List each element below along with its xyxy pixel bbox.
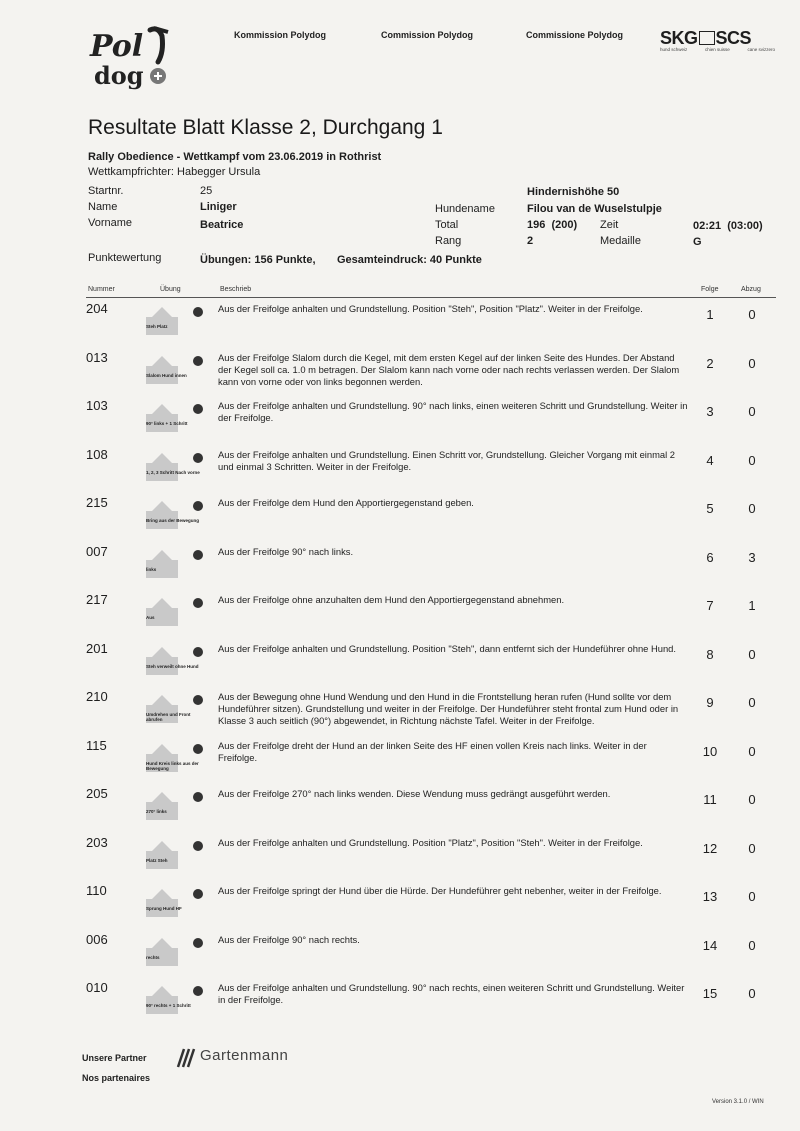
scs-logo-text: SCS xyxy=(715,28,752,48)
table-row xyxy=(0,592,800,642)
punktewertung-label: Punktewertung xyxy=(88,252,162,264)
sign-caption: 90° rechts + 1 Schritt xyxy=(146,1003,191,1008)
medaille-label: Medaille xyxy=(600,235,641,247)
skg-logo-text: SKG xyxy=(660,28,698,48)
exercise-abzug: 0 xyxy=(748,792,756,807)
exercise-number: 006 xyxy=(86,932,108,947)
table-row xyxy=(0,398,800,448)
sign-caption: Steh Platz xyxy=(146,324,168,329)
rang-label: Rang xyxy=(435,235,462,247)
uebungen-points: Übungen: 156 Punkte, xyxy=(200,254,316,266)
zeit-value: 02:21 (03:00) xyxy=(693,220,763,232)
exercise-description: Aus der Freifolge 270° nach links wenden. Diese Wendung muss gedrängt ausgeführt werden. xyxy=(218,788,611,799)
gartenmann-text: Gartenmann xyxy=(200,1047,289,1064)
commission-de: Kommission Polydog xyxy=(234,30,327,40)
exercise-number: 204 xyxy=(86,301,108,316)
event-title: Rally Obedience - Wettkampf vom 23.06.2019 in Rothrist xyxy=(88,151,382,163)
col-abzug: Abzug xyxy=(741,286,761,293)
table-row xyxy=(0,835,800,885)
exercise-number: 108 xyxy=(86,447,108,462)
gartenmann-logo xyxy=(176,1043,306,1071)
exercise-description: Aus der Freifolge anhalten und Grundstellung. Einen Schritt vor, Grundstellung. Gleicher Vorgang mit einmal 2 und einmal 3 Schritten. Weiter in der Freifolge. xyxy=(218,449,676,472)
exercise-folge: 8 xyxy=(706,647,714,662)
exercise-sign-icon xyxy=(138,837,208,877)
exercise-abzug: 0 xyxy=(748,744,756,759)
exercise-folge: 5 xyxy=(706,501,714,516)
skg-sub-it: cane svizzero xyxy=(747,47,775,52)
col-beschrieb: Beschrieb xyxy=(220,286,252,293)
exercise-folge: 15 xyxy=(702,986,718,1001)
exercise-number: 007 xyxy=(86,544,108,559)
exercise-sign-icon xyxy=(138,691,208,731)
commission-it: Commissione Polydog xyxy=(526,30,624,40)
vorname-value: Beatrice xyxy=(200,219,244,231)
skg-sub-fr: chien suisse xyxy=(705,47,730,52)
exercise-abzug: 0 xyxy=(748,453,756,468)
exercise-description: Aus der Freifolge dreht der Hund an der linken Seite des HF einen vollen Kreis nach links. Weiter in der Freifolge. xyxy=(218,740,647,763)
exercise-description: Aus der Freifolge anhalten und Grundstellung. Position "Steh", dann entfernt sich der Hundeführer ohne Hund. xyxy=(218,643,676,654)
sign-caption: 1, 2, 3 Schritt Nach vorne xyxy=(146,470,200,475)
exercise-description: Aus der Freifolge ohne anzuhalten dem Hund den Apportiergegenstand abnehmen. xyxy=(218,594,565,605)
exercise-folge: 10 xyxy=(702,744,718,759)
medaille-value: G xyxy=(693,236,702,248)
exercise-number: 201 xyxy=(86,641,108,656)
sign-caption: Umdrehen und Front abrufen xyxy=(146,712,191,722)
sign-caption: Sprung Hund HF xyxy=(146,906,182,911)
exercise-description: Aus der Freifolge anhalten und Grundstellung. Position "Platz", Position "Steh". Weiter in der Freifolge. xyxy=(218,837,643,848)
sign-caption: Hund Kreis links aus der Bewegung xyxy=(146,761,199,771)
sign-caption: 270° links xyxy=(146,809,167,814)
table-row xyxy=(0,641,800,691)
page-title: Resultate Blatt Klasse 2, Durchgang 1 xyxy=(88,116,443,139)
exercise-sign-icon xyxy=(138,885,208,925)
vorname-label: Vorname xyxy=(88,217,133,229)
exercise-sign-icon xyxy=(138,788,208,828)
exercise-number: 103 xyxy=(86,398,108,413)
exercise-folge: 1 xyxy=(706,307,714,322)
exercise-folge: 6 xyxy=(706,550,714,565)
exercise-number: 110 xyxy=(86,883,107,898)
rang-value: 2 xyxy=(527,235,534,247)
table-row xyxy=(0,738,800,788)
exercise-abzug: 0 xyxy=(748,647,756,662)
exercise-number: 210 xyxy=(86,689,108,704)
table-row xyxy=(0,932,800,982)
exercise-description: Aus der Freifolge Slalom durch die Kegel, mit dem ersten Kegel auf der linken Seite des Hundes. Der Abstand der Kegel soll ca. 1.0 m betragen. Der Slalom kann nach vorne oder nach rechts verlassen werden. Der Slalom kann von vorne oder von links begonnen werden. xyxy=(218,352,680,387)
gesamteindruck-points: Gesamteindruck: 40 Punkte xyxy=(337,254,482,266)
exercise-description: Aus der Bewegung ohne Hund Wendung und den Hund in die Frontstellung heran rufen (Hund sollte vor dem Hundeführer sitzen). Grundstellung und weiter in der Freifolge. Der Hundeführer steht frontal zum Hund oder in Klasse 3 auch seitlich (90°) abgewendet, in Richtung nächste Tafel. Weiter in der Freifolge. xyxy=(218,691,679,726)
exercise-folge: 12 xyxy=(702,841,718,856)
table-row xyxy=(0,350,800,400)
col-nummer: Nummer xyxy=(88,286,115,293)
logo-text-dog: dog xyxy=(94,61,144,90)
exercise-sign-icon xyxy=(138,643,208,683)
name-label: Name xyxy=(88,201,118,213)
total-value: 196 (200) xyxy=(527,219,578,231)
sign-caption: Bring aus der Bewegung xyxy=(146,518,200,523)
swiss-emblem-icon xyxy=(699,31,715,45)
exercise-description: Aus der Freifolge dem Hund den Apportiergegenstand geben. xyxy=(218,497,474,508)
table-row xyxy=(0,301,800,351)
exercise-abzug: 0 xyxy=(748,986,756,1001)
exercise-folge: 13 xyxy=(702,889,718,904)
polydog-logo xyxy=(88,22,180,94)
exercise-abzug: 0 xyxy=(748,889,756,904)
exercise-abzug: 0 xyxy=(748,307,756,322)
sign-caption: Slalom Hund innen xyxy=(146,373,187,378)
startnr-value: 25 xyxy=(200,185,213,197)
exercise-sign-icon xyxy=(138,352,208,392)
sign-caption: Aus xyxy=(146,615,155,620)
table-row xyxy=(0,786,800,836)
exercise-folge: 11 xyxy=(703,792,717,807)
table-row xyxy=(0,544,800,594)
exercise-abzug: 3 xyxy=(748,550,756,565)
exercise-folge: 3 xyxy=(706,404,714,419)
exercise-number: 205 xyxy=(86,786,108,801)
exercise-sign-icon xyxy=(138,934,208,974)
exercise-number: 215 xyxy=(86,495,108,510)
table-row xyxy=(0,447,800,497)
sign-caption: rechts xyxy=(146,955,160,960)
exercise-abzug: 0 xyxy=(748,938,756,953)
partners-label-fr: Nos partenaires xyxy=(82,1073,151,1083)
partners-label-de: Unsere Partner xyxy=(82,1053,147,1063)
exercise-description: Aus der Freifolge 90° nach links. xyxy=(218,546,354,557)
exercise-description: Aus der Freifolge 90° nach rechts. xyxy=(218,934,360,945)
sign-caption: Steh verweilt ohne Hund xyxy=(146,664,199,669)
exercise-sign-icon xyxy=(138,497,208,537)
name-value: Liniger xyxy=(200,201,237,213)
exercise-abzug: 0 xyxy=(748,501,756,516)
exercise-abzug: 0 xyxy=(748,404,756,419)
startnr-label: Startnr. xyxy=(88,185,124,197)
exercise-sign-icon xyxy=(138,740,208,780)
exercise-number: 115 xyxy=(86,738,107,753)
exercise-description: Aus der Freifolge anhalten und Grundstellung. Position "Steh", Position "Platz". Weiter in der Freifolge. xyxy=(218,303,643,314)
exercise-description: Aus der Freifolge anhalten und Grundstellung. 90° nach links, einen weiteren Schritt und Grundstellung. Weiter in der Freifolge. xyxy=(218,400,688,423)
col-folge: Folge xyxy=(701,286,719,293)
exercise-folge: 7 xyxy=(706,598,714,613)
exercise-number: 010 xyxy=(86,980,108,995)
exercise-folge: 2 xyxy=(706,356,714,371)
hundename-value: Filou van de Wuselstulpje xyxy=(527,203,662,215)
header-divider xyxy=(86,297,776,298)
table-row xyxy=(0,980,800,1030)
version-label: Version 3.1.0 / WIN xyxy=(712,1099,764,1105)
exercise-folge: 9 xyxy=(706,695,714,710)
sign-caption: links xyxy=(146,567,157,572)
logo-text-pol: Pol xyxy=(90,29,144,64)
exercise-abzug: 1 xyxy=(748,598,756,613)
col-uebung: Übung xyxy=(160,286,181,293)
total-label: Total xyxy=(435,219,459,231)
exercise-folge: 14 xyxy=(702,938,718,953)
table-row xyxy=(0,689,800,739)
exercise-sign-icon xyxy=(138,546,208,586)
exercise-sign-icon xyxy=(138,400,208,440)
sign-caption: 90° links + 1 Schritt xyxy=(146,421,188,426)
exercise-sign-icon xyxy=(138,449,208,489)
exercise-number: 203 xyxy=(86,835,108,850)
exercise-sign-icon xyxy=(138,303,208,343)
judge-name: Wettkampfrichter: Habegger Ursula xyxy=(88,166,261,178)
exercise-abzug: 0 xyxy=(748,356,756,371)
skg-subtitle xyxy=(660,47,775,52)
commission-fr: Commission Polydog xyxy=(381,30,474,40)
exercise-number: 217 xyxy=(86,592,108,607)
skg-scs-logo xyxy=(660,28,751,49)
exercise-number: 013 xyxy=(86,350,108,365)
hindernis-hoehe: Hindernishöhe 50 xyxy=(527,186,620,198)
exercise-sign-icon xyxy=(138,594,208,634)
exercise-folge: 4 xyxy=(706,453,714,468)
exercise-description: Aus der Freifolge springt der Hund über die Hürde. Der Hundeführer geht nebenher, weiter in der Freifolge. xyxy=(218,885,662,896)
skg-sub-de: hund schweiz xyxy=(660,47,688,52)
table-row xyxy=(0,495,800,545)
exercise-abzug: 0 xyxy=(748,841,756,856)
exercise-abzug: 0 xyxy=(748,695,756,710)
exercise-description: Aus der Freifolge anhalten und Grundstellung. 90° nach rechts, einen weiteren Schritt und Grundstellung. Weiter in der Freifolge. xyxy=(218,982,685,1005)
hundename-label: Hundename xyxy=(435,203,495,215)
sign-caption: Platz Steh xyxy=(146,858,168,863)
table-row xyxy=(0,883,800,933)
zeit-label: Zeit xyxy=(600,219,619,231)
exercise-sign-icon xyxy=(138,982,208,1022)
